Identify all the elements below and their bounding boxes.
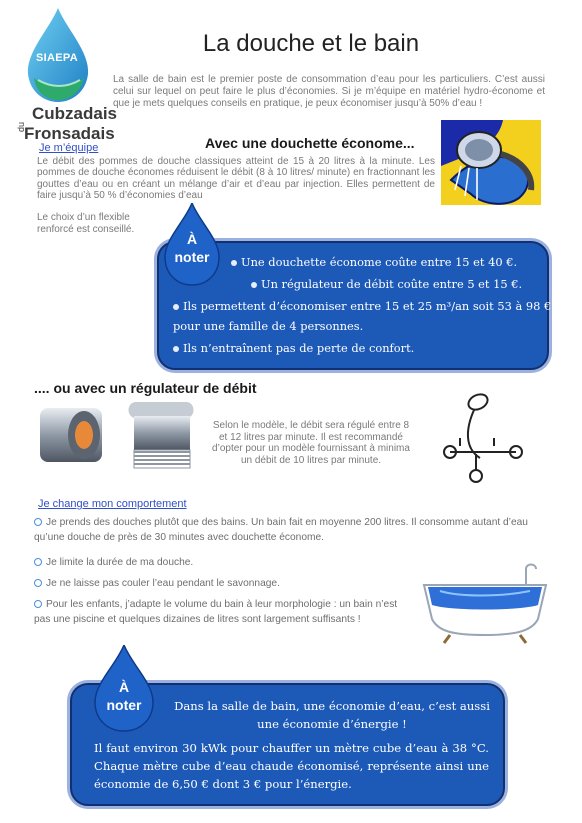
note1-item-1: Une douchette économe coûte entre 15 et 40 €. bbox=[241, 255, 518, 269]
link-je-m-equipe[interactable]: Je m’équipe bbox=[39, 142, 99, 154]
bullet-ring-icon bbox=[34, 579, 42, 587]
behaviour-text-4: Pour les enfants, j’adapte le volume du bain à leur morphologie : un bain n’est pas une piscine et quelques dizaines de litres sont largement suffisants ! bbox=[34, 599, 398, 625]
intro-paragraph: La salle de bain est le premier poste de consommation d’eau pour les particuliers. C’est aussi celui sur lequel on peut faire le plus d’économies. Si je m’équipe en matériel hydro-économe et que je mets quelques conseils en pratique, je peux économiser jusqu’à 50% d’eau ! bbox=[113, 74, 545, 109]
behaviour-text-1: Je prends des douches plutôt que des bains. Un bain fait en moyenne 200 litres. Il consomme autant d’eau qu’une douche de près de 30 minutes avec douchette économe. bbox=[34, 517, 528, 543]
drop-label-noter: noter bbox=[174, 249, 210, 265]
flexible-note: Le choix d’un flexible renforcé est conseillé. bbox=[37, 212, 135, 235]
note2-energy-line: Dans la salle de bain, une économie d’eau, c’est aussi une économie d’énergie ! bbox=[174, 699, 490, 731]
link-je-change-comportement[interactable]: Je change mon comportement bbox=[38, 498, 187, 510]
note1-item-3b: pour une famille de 4 personnes. bbox=[173, 319, 364, 333]
logo-badge: SIAEPA bbox=[36, 52, 78, 64]
a-noter-drop-1 bbox=[163, 203, 221, 287]
bullet-ring-icon bbox=[34, 558, 42, 566]
note2-cost-line: Il faut environ 30 kWk pour chauffer un mètre cube d’eau à 38 °C. Chaque mètre cube d’eau chaude économisé, représente ainsi une économie de 6,50 € dont 3 € pour l’énergie. bbox=[94, 741, 489, 791]
note1-item-4: Ils n’entraînent pas de perte de confort. bbox=[183, 341, 415, 355]
bullet-dot-icon bbox=[231, 260, 237, 266]
logo-line-1: Cubzadais bbox=[32, 104, 118, 123]
siaepa-logo bbox=[10, 8, 118, 148]
bullet-dot-icon bbox=[251, 282, 257, 288]
section-heading-douchette: Avec une douchette économe... bbox=[205, 135, 415, 151]
behaviour-item-4 bbox=[34, 598, 414, 627]
note1-item-3: Ils permettent d’économiser entre 15 et 25 m³/an soit 53 à 98 € bbox=[183, 299, 552, 313]
bullet-ring-icon bbox=[34, 600, 42, 608]
a-noter-drop-2 bbox=[93, 645, 155, 733]
page-title: La douche et le bain bbox=[202, 30, 420, 57]
note1-item-2: Un régulateur de débit coûte entre 5 et 15 €. bbox=[261, 277, 523, 291]
drop-label-a: À bbox=[186, 231, 198, 247]
logo-prefix: du bbox=[16, 121, 26, 132]
behaviour-text-2: Je limite la durée de ma douche. bbox=[46, 557, 194, 568]
bullet-dot-icon bbox=[173, 346, 179, 352]
behaviour-text-3: Je ne laisse pas couler l’eau pendant le savonnage. bbox=[46, 578, 280, 589]
shower-head-image bbox=[441, 120, 541, 205]
bullet-dot-icon bbox=[173, 304, 179, 310]
drop-label-a: À bbox=[118, 679, 130, 695]
section-heading-regulateur: .... ou avec un régulateur de débit bbox=[34, 380, 257, 396]
bullet-ring-icon bbox=[34, 518, 42, 526]
bathtub-image bbox=[420, 555, 550, 645]
shower-mixer-image bbox=[420, 388, 540, 488]
logo-line-2: Fronsadais bbox=[24, 124, 115, 143]
behaviour-item-1 bbox=[34, 516, 539, 545]
drop-label-noter: noter bbox=[106, 697, 142, 713]
flow-regulator-image bbox=[36, 398, 208, 470]
douchette-paragraph: Le débit des pommes de douche classiques atteint de 15 à 20 litres à la minute. Les pommes de douche économes réduisent le débit (8 à 10 litres/ minute) en fractionnant les gouttes d’eau ou en créant un mélange d’air et d’eau par injection. Elles permettent de faire jusqu’à 50 % d’économies d’eau bbox=[37, 156, 435, 202]
regulateur-paragraph: Selon le modèle, le débit sera régulé entre 8 et 12 litres par minute. Il est recommandé d’opter pour un modèle fournissant à minima un débit de 10 litres par minute. bbox=[212, 420, 410, 466]
